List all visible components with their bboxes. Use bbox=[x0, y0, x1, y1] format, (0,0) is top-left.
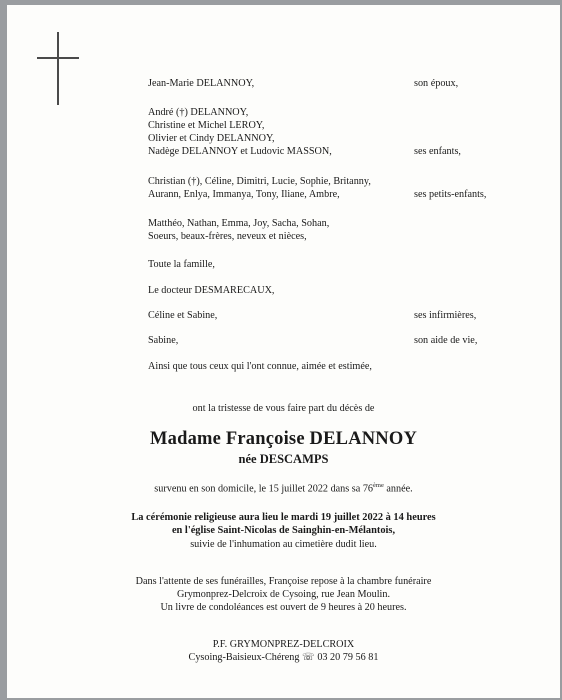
rest-line: Dans l'attente de ses funérailles, Françoise repose à la chambre funéraire bbox=[135, 576, 432, 587]
cross-icon-bar bbox=[37, 57, 79, 59]
family-line: Christian (†), Céline, Dimitri, Lucie, Sophie, Britanny, bbox=[148, 176, 371, 187]
obituary-card bbox=[7, 5, 560, 698]
relation-label: ses enfants, bbox=[414, 146, 461, 157]
family-line: Nadège DELANNOY et Ludovic MASSON, bbox=[148, 146, 332, 157]
maiden-name: née DESCAMPS bbox=[238, 452, 329, 466]
relation-label: ses petits-enfants, bbox=[414, 189, 487, 200]
family-line: André (†) DELANNOY, bbox=[148, 107, 249, 118]
family-line: Céline et Sabine, bbox=[148, 310, 218, 321]
death-notice-end: année. bbox=[383, 483, 413, 495]
family-line: Sabine, bbox=[148, 335, 179, 346]
funeral-home-name: P.F. GRYMONPREZ-DELCROIX bbox=[212, 639, 355, 650]
ordinal-suffix: ème bbox=[373, 482, 384, 489]
family-line: Toute la famille, bbox=[148, 259, 215, 270]
announcement-lead: ont la tristesse de vous faire part du décès de bbox=[192, 403, 375, 414]
funeral-home-phone: 03 20 79 56 81 bbox=[317, 652, 379, 663]
family-line: Ainsi que tous ceux qui l'ont connue, aimée et estimée, bbox=[148, 361, 372, 372]
family-line: Le docteur DESMARECAUX, bbox=[148, 285, 275, 296]
family-line: Olivier et Cindy DELANNOY, bbox=[148, 133, 275, 144]
cross-icon bbox=[57, 32, 59, 105]
family-line: Aurann, Enlya, Immanya, Tony, Iliane, Ambre, bbox=[148, 189, 340, 200]
rest-line: Grymonprez-Delcroix de Cysoing, rue Jean Moulin. bbox=[176, 589, 391, 600]
relation-label: son époux, bbox=[414, 78, 459, 89]
relation-label: son aide de vie, bbox=[414, 335, 478, 346]
ceremony-line: suivie de l'inhumation au cimetière dudit lieu. bbox=[190, 539, 377, 550]
family-line: Christine et Michel LEROY, bbox=[148, 120, 265, 131]
family-line: Matthéo, Nathan, Emma, Joy, Sacha, Sohan, bbox=[148, 218, 330, 229]
ceremony-line: La cérémonie religieuse aura lieu le mardi 19 juillet 2022 à 14 heures bbox=[131, 512, 436, 523]
relation-label: ses infirmières, bbox=[414, 310, 477, 321]
family-line: Jean-Marie DELANNOY, bbox=[148, 78, 255, 89]
funeral-home-contact bbox=[7, 652, 560, 663]
death-notice bbox=[7, 482, 560, 494]
death-notice-text: survenu en son domicile, le 15 juillet 2022 dans sa 76 bbox=[154, 483, 374, 495]
funeral-home-address: Cysoing-Baisieux-Chéreng bbox=[188, 652, 300, 663]
ceremony-line: en l'église Saint-Nicolas de Sainghin-en-Mélantois, bbox=[171, 525, 396, 536]
telephone-icon: ☏ bbox=[302, 652, 315, 663]
rest-line: Un livre de condoléances est ouvert de 9 heures à 20 heures. bbox=[160, 602, 407, 613]
deceased-name: Madame Françoise DELANNOY bbox=[149, 429, 418, 449]
family-line: Soeurs, beaux-frères, neveux et nièces, bbox=[148, 231, 307, 242]
